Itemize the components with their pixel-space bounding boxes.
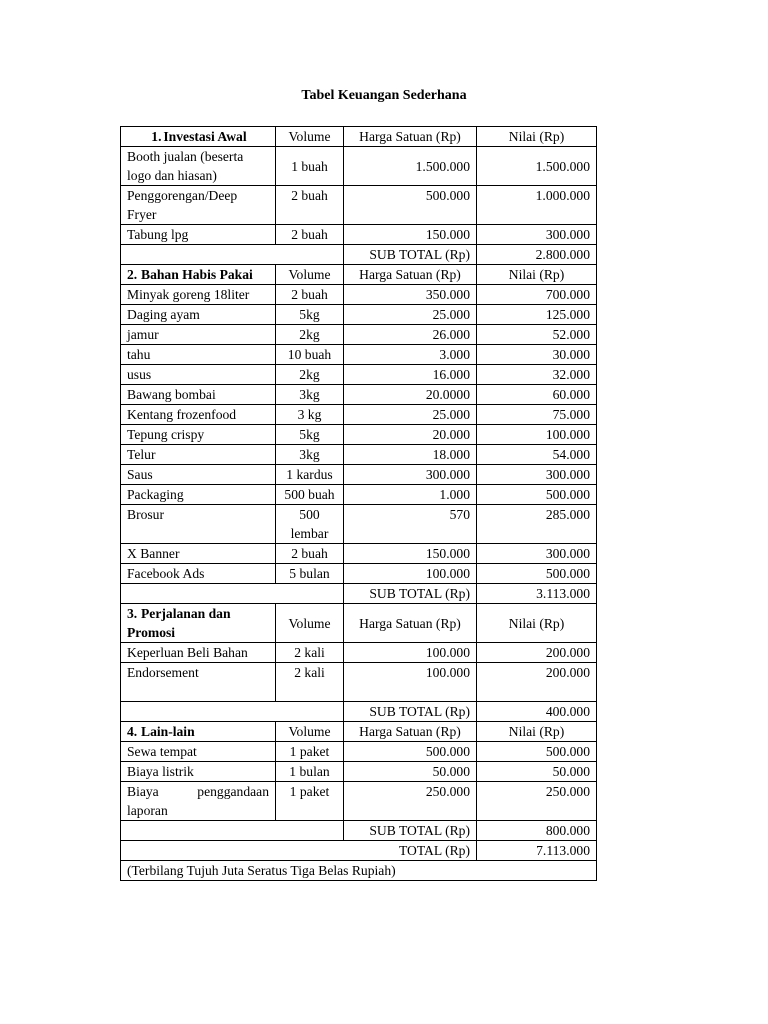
nilai-cell: 54.000	[477, 445, 597, 465]
harga-header: Harga Satuan (Rp)	[344, 604, 477, 643]
nilai-cell: 30.000	[477, 345, 597, 365]
harga-cell: 20.000	[344, 425, 477, 445]
volume-cell: 3kg	[276, 385, 344, 405]
volume-header: Volume	[276, 722, 344, 742]
volume-cell: 2kg	[276, 365, 344, 385]
section-header-row	[121, 604, 597, 643]
table-row	[121, 285, 597, 305]
nilai-cell: 700.000	[477, 285, 597, 305]
harga-cell: 18.000	[344, 445, 477, 465]
item-cell: Endorsement	[121, 663, 276, 702]
table-row	[121, 405, 597, 425]
volume-cell: 3 kg	[276, 405, 344, 425]
volume-cell: 2 buah	[276, 186, 344, 225]
table-row	[121, 425, 597, 445]
harga-cell: 1.000	[344, 485, 477, 505]
item-cell: Kentang frozenfood	[121, 405, 276, 425]
volume-cell: 2 buah	[276, 544, 344, 564]
table-row	[121, 485, 597, 505]
table-row	[121, 762, 597, 782]
nilai-cell: 125.000	[477, 305, 597, 325]
section-header-row	[121, 127, 597, 147]
harga-cell: 25.000	[344, 405, 477, 425]
section-title: 3. Perjalanan dan Promosi	[121, 604, 276, 643]
table-row	[121, 305, 597, 325]
section-header-row	[121, 722, 597, 742]
nilai-cell: 300.000	[477, 465, 597, 485]
nilai-header: Nilai (Rp)	[477, 127, 597, 147]
nilai-cell: 50.000	[477, 762, 597, 782]
table-row	[121, 345, 597, 365]
volume-cell: 1 paket	[276, 782, 344, 821]
subtotal-blank	[121, 245, 344, 265]
harga-cell: 100.000	[344, 564, 477, 584]
total-value: 7.113.000	[477, 841, 597, 861]
harga-cell: 150.000	[344, 225, 477, 245]
harga-cell: 570	[344, 505, 477, 544]
item-cell: Daging ayam	[121, 305, 276, 325]
section-title: 2. Bahan Habis Pakai	[121, 265, 276, 285]
table-row	[121, 385, 597, 405]
nilai-header: Nilai (Rp)	[477, 265, 597, 285]
table-row	[121, 465, 597, 485]
item-cell: Biaya listrik	[121, 762, 276, 782]
item-cell: Sewa tempat	[121, 742, 276, 762]
volume-header: Volume	[276, 127, 344, 147]
table-row	[121, 365, 597, 385]
nilai-cell: 32.000	[477, 365, 597, 385]
harga-cell: 25.000	[344, 305, 477, 325]
volume-cell: 500 lembar	[276, 505, 344, 544]
harga-cell: 300.000	[344, 465, 477, 485]
volume-cell: 1 paket	[276, 742, 344, 762]
subtotal-blank	[121, 702, 344, 722]
item-cell: Tabung lpg	[121, 225, 276, 245]
nilai-cell: 1.000.000	[477, 186, 597, 225]
table-row	[121, 643, 597, 663]
item-cell: Booth jualan (beserta logo dan hiasan)	[121, 147, 276, 186]
table-row	[121, 147, 597, 186]
subtotal-label: SUB TOTAL (Rp)	[344, 245, 477, 265]
subtotal-label: SUB TOTAL (Rp)	[344, 821, 477, 841]
item-cell: Minyak goreng 18liter	[121, 285, 276, 305]
table-row	[121, 445, 597, 465]
subtotal-label: SUB TOTAL (Rp)	[344, 702, 477, 722]
harga-cell: 1.500.000	[344, 147, 477, 186]
terbilang-row	[121, 861, 597, 881]
item-cell: X Banner	[121, 544, 276, 564]
volume-cell: 5kg	[276, 425, 344, 445]
volume-cell: 500 buah	[276, 485, 344, 505]
section-header-row	[121, 265, 597, 285]
subtotal-blank	[121, 584, 344, 604]
volume-cell: 1 kardus	[276, 465, 344, 485]
harga-header: Harga Satuan (Rp)	[344, 127, 477, 147]
volume-cell: 1 buah	[276, 147, 344, 186]
document-title: Tabel Keuangan Sederhana	[301, 88, 467, 103]
subtotal-value: 3.113.000	[477, 584, 597, 604]
item-cell: Facebook Ads	[121, 564, 276, 584]
harga-cell: 250.000	[344, 782, 477, 821]
harga-header: Harga Satuan (Rp)	[344, 722, 477, 742]
harga-cell: 16.000	[344, 365, 477, 385]
volume-cell: 2 buah	[276, 285, 344, 305]
nilai-cell: 60.000	[477, 385, 597, 405]
item-cell: usus	[121, 365, 276, 385]
subtotal-row	[121, 821, 597, 841]
table-row	[121, 742, 597, 762]
item-cell: tahu	[121, 345, 276, 365]
nilai-cell: 52.000	[477, 325, 597, 345]
finance-table	[120, 126, 597, 881]
nilai-cell: 500.000	[477, 742, 597, 762]
nilai-cell: 285.000	[477, 505, 597, 544]
item-cell: Telur	[121, 445, 276, 465]
item-cell: Penggorengan/Deep Fryer	[121, 186, 276, 225]
harga-cell: 500.000	[344, 742, 477, 762]
volume-cell: 2 kali	[276, 643, 344, 663]
harga-cell: 26.000	[344, 325, 477, 345]
table-row	[121, 225, 597, 245]
table-row	[121, 782, 597, 821]
subtotal-value: 2.800.000	[477, 245, 597, 265]
nilai-cell: 200.000	[477, 663, 597, 702]
harga-cell: 500.000	[344, 186, 477, 225]
nilai-cell: 500.000	[477, 564, 597, 584]
nilai-cell: 200.000	[477, 643, 597, 663]
harga-header: Harga Satuan (Rp)	[344, 265, 477, 285]
volume-cell: 2 buah	[276, 225, 344, 245]
harga-cell: 20.0000	[344, 385, 477, 405]
table-row	[121, 564, 597, 584]
item-cell: Saus	[121, 465, 276, 485]
harga-cell: 3.000	[344, 345, 477, 365]
nilai-cell: 250.000	[477, 782, 597, 821]
harga-cell: 100.000	[344, 663, 477, 702]
volume-cell: 2 kali	[276, 663, 344, 702]
volume-cell: 3kg	[276, 445, 344, 465]
volume-cell: 5 bulan	[276, 564, 344, 584]
section-title: 4. Lain-lain	[121, 722, 276, 742]
nilai-cell: 1.500.000	[477, 147, 597, 186]
nilai-cell: 500.000	[477, 485, 597, 505]
nilai-header: Nilai (Rp)	[477, 604, 597, 643]
total-label: TOTAL (Rp)	[121, 841, 477, 861]
item-cell: Packaging	[121, 485, 276, 505]
volume-cell: 5kg	[276, 305, 344, 325]
item-cell: Keperluan Beli Bahan	[121, 643, 276, 663]
item-cell: Biaya penggandaan laporan	[121, 782, 276, 821]
harga-cell: 100.000	[344, 643, 477, 663]
subtotal-row	[121, 584, 597, 604]
volume-cell: 10 buah	[276, 345, 344, 365]
harga-cell: 50.000	[344, 762, 477, 782]
table-row	[121, 663, 597, 702]
nilai-cell: 75.000	[477, 405, 597, 425]
nilai-cell: 300.000	[477, 225, 597, 245]
subtotal-value: 400.000	[477, 702, 597, 722]
volume-header: Volume	[276, 265, 344, 285]
volume-cell: 1 bulan	[276, 762, 344, 782]
nilai-header: Nilai (Rp)	[477, 722, 597, 742]
item-cell: Bawang bombai	[121, 385, 276, 405]
table-row	[121, 544, 597, 564]
nilai-cell: 300.000	[477, 544, 597, 564]
table-row	[121, 186, 597, 225]
subtotal-blank	[121, 821, 344, 841]
nilai-cell: 100.000	[477, 425, 597, 445]
total-row	[121, 841, 597, 861]
harga-cell: 350.000	[344, 285, 477, 305]
subtotal-label: SUB TOTAL (Rp)	[344, 584, 477, 604]
item-cell: jamur	[121, 325, 276, 345]
harga-cell: 150.000	[344, 544, 477, 564]
item-cell: Tepung crispy	[121, 425, 276, 445]
subtotal-value: 800.000	[477, 821, 597, 841]
volume-header: Volume	[276, 604, 344, 643]
terbilang-text: (Terbilang Tujuh Juta Seratus Tiga Belas Rupiah)	[121, 861, 597, 881]
item-cell: Brosur	[121, 505, 276, 544]
table-row	[121, 325, 597, 345]
table-row	[121, 505, 597, 544]
subtotal-row	[121, 702, 597, 722]
subtotal-row	[121, 245, 597, 265]
volume-cell: 2kg	[276, 325, 344, 345]
section-title: 1. Investasi Awal	[121, 127, 276, 147]
